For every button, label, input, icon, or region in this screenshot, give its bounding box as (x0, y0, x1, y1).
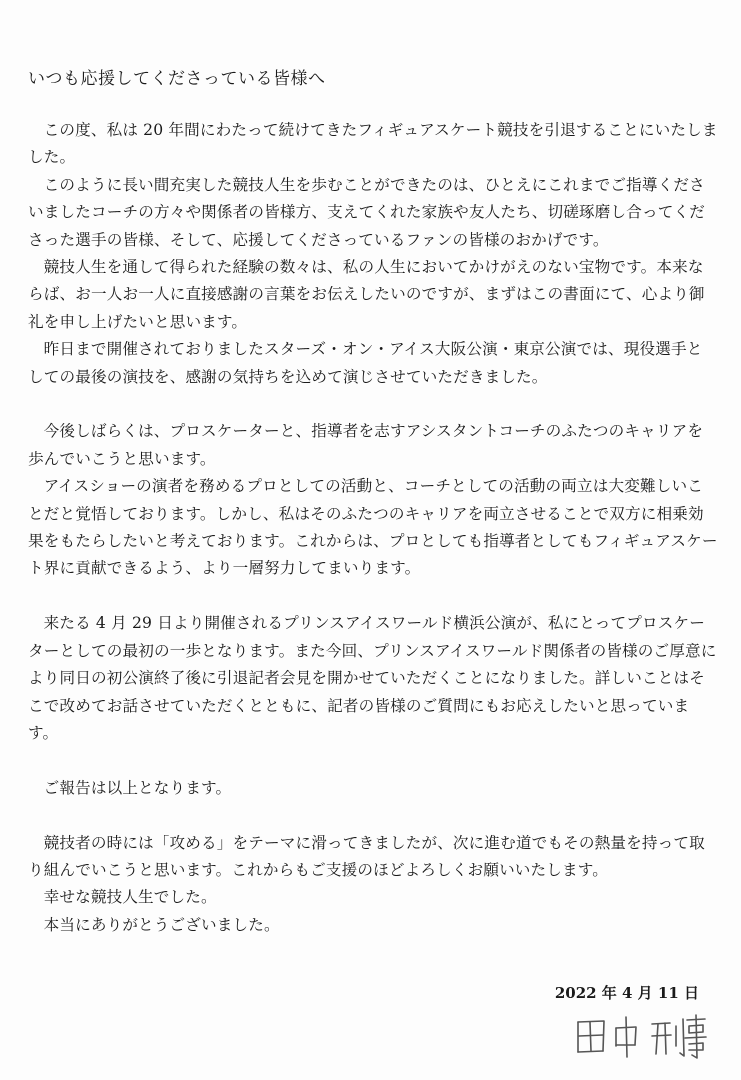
paragraph-gap (28, 747, 718, 774)
paragraph-theme: 競技者の時には「攻める」をテーマに滑ってきましたが、次に進む道でもその熱量を持って取り組んでいこうと思います。これからもご支援のほどよろしくお願いいたします。 (28, 833, 705, 879)
paragraph-balance: アイスショーの演者を務めるプロとしての活動と、コーチとしての活動の両立は大変難しいことだと覚悟しております。しかし、私はそのふたつのキャリアを両立させることで双方に相乗効果をもたらしたいと考えております。これからは、プロとしても指導者としてもフィギュアスケート界に貢献できるよう、より一層努力してまいります。 (28, 477, 718, 578)
letter-body (28, 117, 718, 939)
paragraph-closing-thanks: 本当にありがとうございました。 (43, 915, 280, 934)
paragraph-gap (28, 583, 718, 610)
letter-date: 2022 年 4 月 11 日 (554, 984, 699, 1002)
paragraph-gap (28, 802, 718, 829)
paragraph-retirement: この度、私は 20 年間にわたって続けてきたフィギュアスケート競技を引退することにいたしました。 (28, 121, 718, 167)
paragraph-press-conference: 来たる 4 月 29 日より開催されるプリンスアイスワールド横浜公演が、私にとってプロスケーターとしての最初の一歩となります。また今回、プリンスアイスワールド関係者の皆様のご厚意により同日の初公演終了後に引退記者会見を開かせていただくことになりました。詳しいことはそこで改めてお話させていただくとともに、記者の皆様のご質問にもお応えしたいと思っています。 (28, 614, 717, 742)
paragraph-stars-on-ice: 昨日まで開催されておりましたスターズ・オン・アイス大阪公演・東京公演では、現役選手としての最後の演技を、感謝の気持ちを込めて演じさせていただきました。 (28, 340, 703, 386)
paragraph-experience: 競技人生を通して得られた経験の数々は、私の人生においてかけがえのない宝物です。本来ならば、お一人お一人に直接感謝の言葉をお伝えしたいのですが、まずはこの書面にて、心より御礼を申し上げたいと思います。 (28, 258, 705, 331)
paragraph-thanks: このように長い間充実した競技人生を歩むことができたのは、ひとえにこれまでご指導くださいましたコーチの方々や関係者の皆様方、支えてくれた家族や友人たち、切磋琢磨し合ってくださった選手の皆様、そして、応援してくださっているファンの皆様のおかげです。 (28, 175, 705, 249)
paragraph-gap (28, 391, 718, 418)
paragraph-report-end: ご報告は以上となります。 (43, 778, 232, 797)
paragraph-happy-career: 幸せな競技人生でした。 (43, 888, 217, 907)
handwritten-signature (572, 1012, 707, 1060)
paragraph-future-careers: 今後しばらくは、プロスケーターと、指導者を志すアシスタントコーチのふたつのキャリアを歩んでいこうと思います。 (28, 422, 704, 468)
letter-greeting: いつも応援してくださっている皆様へ (28, 69, 326, 89)
